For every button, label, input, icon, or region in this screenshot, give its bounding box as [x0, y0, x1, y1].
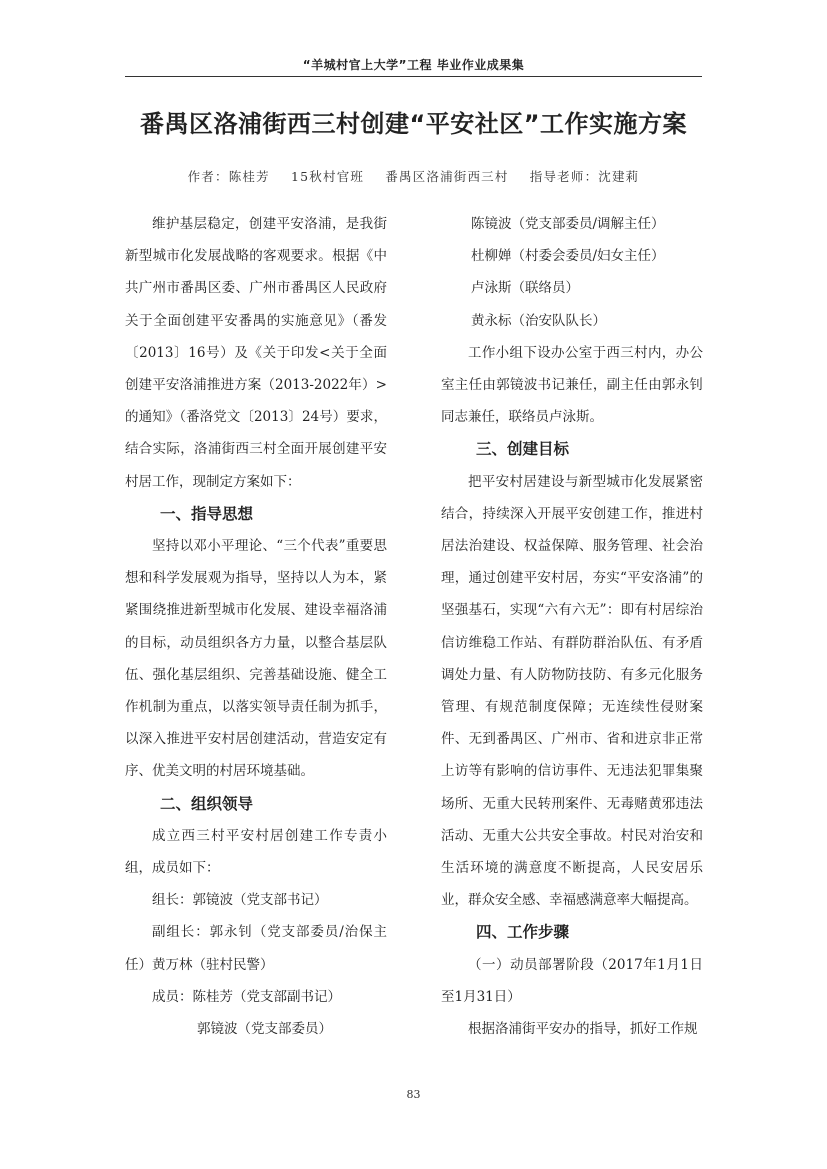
member-line: 卢泳斯（联络员） — [471, 280, 579, 297]
member-line: 陈镜波（党支部委员/调解主任） — [471, 216, 665, 232]
section-heading-guiding-ideology: 一、指导思想 — [160, 504, 254, 523]
left-column — [125, 208, 387, 1045]
byline-unit: 番禺区洛浦街西三村 — [385, 169, 509, 184]
page-number: 83 — [406, 1088, 421, 1101]
office-paragraph: 工作小组下设办公室于西三村内，办公室主任由郭镜波书记兼任，副主任由郭永钊同志兼任，联络员卢泳斯。 — [441, 344, 703, 426]
guiding-ideology-paragraph: 坚持以邓小平理论、“三个代表”重要思想和科学发展观为指导，坚持以人为本，紧紧围绕推进新型城市化发展、建设幸福洛浦的目标，动员组织各方力量，以整合基层队伍、强化基层组织、完善基础设施、健全工作机制为重点，以落实领导责任制为抓手，以深入推进平安村居创建活动，营造安定有序、优美文明的村居环境基础。 — [125, 538, 387, 780]
header-rule — [125, 76, 702, 77]
byline — [120, 167, 707, 185]
section-heading-organization: 二、组织领导 — [160, 794, 254, 813]
steps-paragraph: 根据洛浦街平安办的指导，抓好工作规 — [468, 1021, 698, 1038]
steps-stage-paragraph: （一）动员部署阶段（2017年1月1日至1月31日） — [441, 956, 703, 1005]
goals-paragraph: 把平安村居建设与新型城市化发展紧密结合，持续深入开展平安创建工作，推进村居法治建设、权益保障、服务管理、社会治理，通过创建平安村居，夯实“平安洛浦”的坚强基石，实现“六有六无”：即有村居综治信访维稳工作站、有群防群治队伍、有矛盾调处力量、有人防物防技防、有多元化服务管理、有规范制度保障；无连续性侵财案件、无到番禺区、广州市、省和进京非正常上访等有影响的信访事件、无违法犯罪集聚场所、无重大民转刑案件、无毒赌黄邪违法活动、无重大公共安全事故。村民对治安和生活环境的满意度不断提高，人民安居乐业，群众安全感、幸福感满意率大幅提高。 — [441, 473, 703, 909]
deputy-line: 副组长：郭永钊（党支部委员/治保主任）黄万林（驻村民警） — [125, 924, 387, 973]
article-title: 番禺区洛浦街西三村创建“平安社区”工作实施方案 — [139, 110, 688, 138]
leader-line: 组长：郭镜波（党支部书记） — [152, 892, 328, 909]
right-column — [441, 208, 703, 1045]
member-line: 杜柳婵（村委会委员/妇女主任） — [471, 248, 665, 265]
section-heading-steps: 四、工作步骤 — [476, 923, 570, 942]
member-line: 郭镜波（党支部委员） — [197, 1021, 332, 1038]
intro-paragraph: 维护基层稳定，创建平安洛浦，是我街新型城市化发展战略的客观要求。根据《中共广州市番禺区委、广州市番禺区人民政府关于全面创建平安番禺的实施意见》（番发〔2013〕16号）及《关于印发<关于全面创建平安洛浦推进方案（2013-2022年）>的通知》（番洛党文〔2013〕24号）要求，结合实际，洛浦街西三村全面开展创建平安村居工作，现制定方案如下： — [125, 216, 387, 490]
running-header: “羊城村官上大学”工程 毕业作业成果集 — [302, 58, 525, 72]
byline-advisor: 指导老师：沈建莉 — [529, 169, 640, 184]
members-line: 成员：陈桂芳（党支部副书记） — [152, 988, 341, 1005]
section-heading-goals: 三、创建目标 — [476, 440, 570, 459]
byline-class: 15秋村官班 — [290, 169, 365, 184]
member-line: 黄永标（治安队队长） — [471, 312, 606, 329]
organization-paragraph: 成立西三村平安村居创建工作专责小组，成员如下： — [125, 827, 387, 877]
byline-author: 作者：陈桂芳 — [187, 169, 270, 184]
